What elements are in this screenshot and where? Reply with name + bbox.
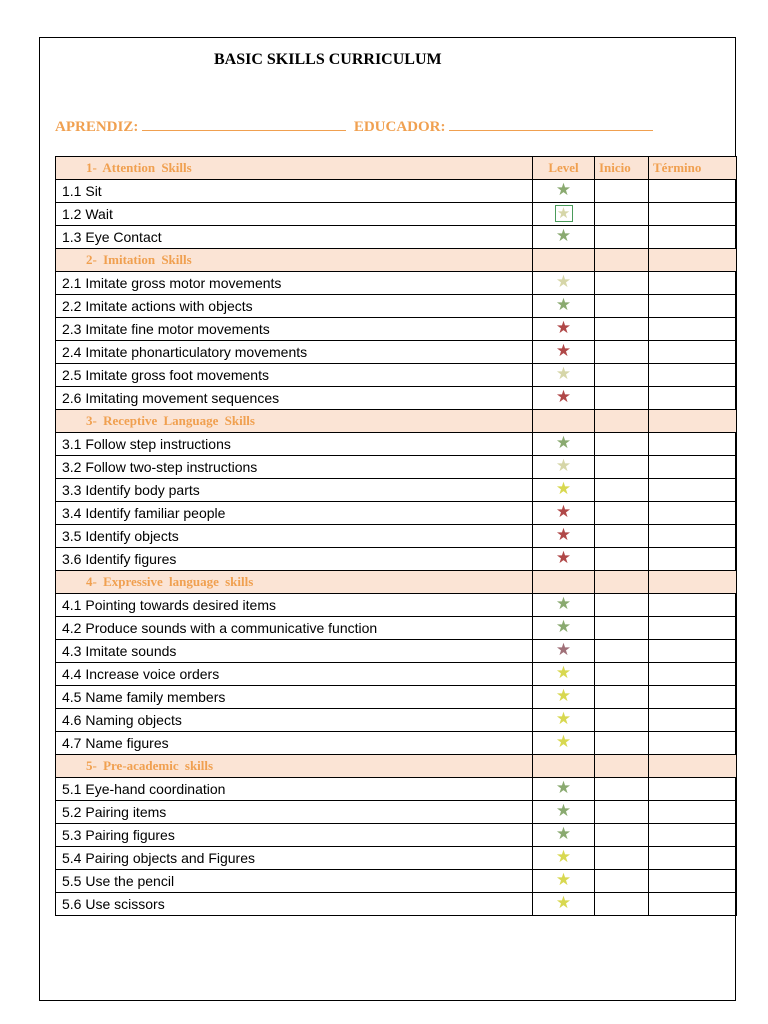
level-column-blank — [533, 755, 595, 778]
end-cell[interactable] — [649, 525, 737, 548]
start-cell[interactable] — [595, 180, 649, 203]
end-cell[interactable] — [649, 847, 737, 870]
section-title: 1- Attention Skills — [56, 157, 533, 180]
level-cell — [533, 548, 595, 571]
level-cell — [533, 387, 595, 410]
table-row — [56, 502, 737, 525]
star-icon: ★ — [555, 663, 572, 683]
end-cell[interactable] — [649, 364, 737, 387]
star-icon: ★ — [555, 548, 572, 568]
table-row — [56, 640, 737, 663]
table-row — [56, 824, 737, 847]
table-row — [56, 203, 737, 226]
end-cell[interactable] — [649, 663, 737, 686]
end-cell[interactable] — [649, 226, 737, 249]
page-title: BASIC SKILLS CURRICULUM — [214, 51, 442, 68]
table-row — [56, 479, 737, 502]
skill-label: 4.4 Increase voice orders — [56, 663, 533, 686]
level-cell — [533, 824, 595, 847]
end-cell[interactable] — [649, 387, 737, 410]
level-cell — [533, 318, 595, 341]
skill-label: 1.2 Wait — [56, 203, 533, 226]
end-cell[interactable] — [649, 180, 737, 203]
start-column-blank — [595, 249, 649, 272]
star-icon: ★ — [555, 433, 572, 453]
star-icon: ★ — [555, 479, 572, 499]
section-title: 5- Pre-academic skills — [56, 755, 533, 778]
star-icon: ★ — [555, 387, 572, 407]
table-row — [56, 548, 737, 571]
section-header-row — [56, 755, 737, 778]
table-row — [56, 709, 737, 732]
end-cell[interactable] — [649, 203, 737, 226]
section-header-row — [56, 157, 737, 180]
start-cell[interactable] — [595, 709, 649, 732]
table-row — [56, 226, 737, 249]
learner-label: APRENDIZ: — [55, 119, 139, 135]
skill-label: 2.1 Imitate gross motor movements — [56, 272, 533, 295]
skill-label: 4.7 Name figures — [56, 732, 533, 755]
level-cell — [533, 709, 595, 732]
section-header-row — [56, 571, 737, 594]
end-column-blank — [649, 755, 737, 778]
skill-label: 3.4 Identify familiar people — [56, 502, 533, 525]
star-icon: ★ — [555, 364, 572, 384]
end-cell[interactable] — [649, 502, 737, 525]
start-cell[interactable] — [595, 732, 649, 755]
end-cell[interactable] — [649, 870, 737, 893]
end-cell[interactable] — [649, 341, 737, 364]
table-row — [56, 318, 737, 341]
level-cell — [533, 203, 595, 226]
level-cell — [533, 479, 595, 502]
level-cell — [533, 364, 595, 387]
end-cell[interactable] — [649, 709, 737, 732]
curriculum-table — [55, 156, 737, 916]
start-cell[interactable] — [595, 824, 649, 847]
header-fields — [55, 116, 653, 136]
star-icon: ★ — [555, 594, 572, 614]
level-cell — [533, 640, 595, 663]
skill-label: 4.3 Imitate sounds — [56, 640, 533, 663]
start-cell[interactable] — [595, 272, 649, 295]
star-icon: ★ — [555, 226, 572, 246]
start-cell[interactable] — [595, 456, 649, 479]
skill-label: 3.1 Follow step instructions — [56, 433, 533, 456]
level-cell — [533, 525, 595, 548]
star-icon: ★ — [555, 778, 572, 798]
star-icon: ★ — [555, 870, 572, 890]
star-icon: ★ — [555, 893, 572, 913]
table-row — [56, 364, 737, 387]
table-row — [56, 387, 737, 410]
level-cell — [533, 226, 595, 249]
start-cell[interactable] — [595, 433, 649, 456]
star-icon: ★ — [555, 640, 572, 660]
level-cell — [533, 801, 595, 824]
skill-label: 4.6 Naming objects — [56, 709, 533, 732]
level-cell — [533, 870, 595, 893]
star-icon: ★ — [555, 847, 572, 867]
table-row — [56, 663, 737, 686]
star-icon: ★ — [555, 272, 572, 292]
educator-label: EDUCADOR: — [353, 119, 446, 135]
skill-label: 2.2 Imitate actions with objects — [56, 295, 533, 318]
star-icon: ★ — [555, 824, 572, 844]
start-column-blank — [595, 410, 649, 433]
table-row — [56, 433, 737, 456]
start-cell[interactable] — [595, 318, 649, 341]
learner-field[interactable] — [142, 116, 346, 131]
table-row — [56, 801, 737, 824]
end-cell[interactable] — [649, 893, 737, 916]
section-title: 4- Expressive language skills — [56, 571, 533, 594]
start-cell[interactable] — [595, 203, 649, 226]
skill-label: 5.6 Use scissors — [56, 893, 533, 916]
table-row — [56, 525, 737, 548]
start-cell[interactable] — [595, 548, 649, 571]
level-cell — [533, 456, 595, 479]
skill-label: 2.6 Imitating movement sequences — [56, 387, 533, 410]
skill-label: 2.3 Imitate fine motor movements — [56, 318, 533, 341]
star-icon: ★ — [555, 295, 572, 315]
end-cell[interactable] — [649, 456, 737, 479]
table-row — [56, 870, 737, 893]
end-cell[interactable] — [649, 801, 737, 824]
skill-label: 4.2 Produce sounds with a communicative function — [56, 617, 533, 640]
end-column-blank — [649, 249, 737, 272]
table-row — [56, 594, 737, 617]
level-column-blank — [533, 410, 595, 433]
level-cell — [533, 847, 595, 870]
star-icon: ★ — [555, 686, 572, 706]
end-cell[interactable] — [649, 778, 737, 801]
level-cell — [533, 433, 595, 456]
level-cell — [533, 594, 595, 617]
star-icon: ★ — [555, 456, 572, 476]
skill-label: 3.6 Identify figures — [56, 548, 533, 571]
level-cell — [533, 617, 595, 640]
table-row — [56, 617, 737, 640]
start-cell[interactable] — [595, 295, 649, 318]
end-column-header: Término — [649, 157, 737, 180]
end-cell[interactable] — [649, 433, 737, 456]
section-header-row — [56, 249, 737, 272]
end-cell[interactable] — [649, 479, 737, 502]
skill-label: 4.1 Pointing towards desired items — [56, 594, 533, 617]
star-icon: ★ — [555, 525, 572, 545]
table-row — [56, 272, 737, 295]
level-column-blank — [533, 571, 595, 594]
star-icon: ★ — [555, 341, 572, 361]
level-column-blank — [533, 249, 595, 272]
table-row — [56, 847, 737, 870]
section-title: 3- Receptive Language Skills — [56, 410, 533, 433]
star-icon: ★ — [555, 318, 572, 338]
table-row — [56, 893, 737, 916]
end-column-blank — [649, 571, 737, 594]
end-cell[interactable] — [649, 594, 737, 617]
start-cell[interactable] — [595, 594, 649, 617]
start-cell[interactable] — [595, 364, 649, 387]
skill-label: 1.3 Eye Contact — [56, 226, 533, 249]
level-cell — [533, 663, 595, 686]
level-cell — [533, 341, 595, 364]
star-icon: ★ — [555, 205, 573, 222]
skill-label: 3.3 Identify body parts — [56, 479, 533, 502]
start-cell[interactable] — [595, 686, 649, 709]
level-column-header: Level — [533, 157, 595, 180]
star-icon: ★ — [555, 502, 572, 522]
table-row — [56, 778, 737, 801]
start-cell[interactable] — [595, 663, 649, 686]
end-cell[interactable] — [649, 318, 737, 341]
end-cell[interactable] — [649, 686, 737, 709]
start-cell[interactable] — [595, 226, 649, 249]
end-cell[interactable] — [649, 272, 737, 295]
start-cell[interactable] — [595, 893, 649, 916]
level-cell — [533, 180, 595, 203]
skill-label: 1.1 Sit — [56, 180, 533, 203]
start-cell[interactable] — [595, 525, 649, 548]
level-cell — [533, 893, 595, 916]
skill-label: 4.5 Name family members — [56, 686, 533, 709]
table-row — [56, 456, 737, 479]
skill-label: 2.5 Imitate gross foot movements — [56, 364, 533, 387]
table-row — [56, 295, 737, 318]
end-column-blank — [649, 410, 737, 433]
skill-label: 5.2 Pairing items — [56, 801, 533, 824]
table-row — [56, 686, 737, 709]
level-cell — [533, 502, 595, 525]
end-cell[interactable] — [649, 548, 737, 571]
start-cell[interactable] — [595, 502, 649, 525]
start-cell[interactable] — [595, 387, 649, 410]
start-column-blank — [595, 755, 649, 778]
table-row — [56, 732, 737, 755]
table-row — [56, 180, 737, 203]
skill-label: 3.5 Identify objects — [56, 525, 533, 548]
star-icon: ★ — [555, 617, 572, 637]
section-header-row — [56, 410, 737, 433]
start-cell[interactable] — [595, 778, 649, 801]
level-cell — [533, 778, 595, 801]
skill-label: 2.4 Imitate phonarticulatory movements — [56, 341, 533, 364]
start-column-blank — [595, 571, 649, 594]
end-cell[interactable] — [649, 617, 737, 640]
start-cell[interactable] — [595, 847, 649, 870]
start-cell[interactable] — [595, 870, 649, 893]
skill-label: 5.3 Pairing figures — [56, 824, 533, 847]
level-cell — [533, 272, 595, 295]
educator-field[interactable] — [449, 116, 653, 131]
skill-label: 5.5 Use the pencil — [56, 870, 533, 893]
end-cell[interactable] — [649, 640, 737, 663]
end-cell[interactable] — [649, 295, 737, 318]
skill-label: 5.4 Pairing objects and Figures — [56, 847, 533, 870]
level-cell — [533, 295, 595, 318]
end-cell[interactable] — [649, 824, 737, 847]
level-cell — [533, 732, 595, 755]
start-cell[interactable] — [595, 617, 649, 640]
table-row — [56, 341, 737, 364]
star-icon: ★ — [555, 180, 572, 200]
skill-label: 3.2 Follow two-step instructions — [56, 456, 533, 479]
skill-label: 5.1 Eye-hand coordination — [56, 778, 533, 801]
star-icon: ★ — [555, 801, 572, 821]
end-cell[interactable] — [649, 732, 737, 755]
star-icon: ★ — [555, 732, 572, 752]
start-cell[interactable] — [595, 341, 649, 364]
section-title: 2- Imitation Skills — [56, 249, 533, 272]
start-cell[interactable] — [595, 479, 649, 502]
start-cell[interactable] — [595, 640, 649, 663]
start-column-header: Inicio — [595, 157, 649, 180]
start-cell[interactable] — [595, 801, 649, 824]
star-icon: ★ — [555, 709, 572, 729]
level-cell — [533, 686, 595, 709]
